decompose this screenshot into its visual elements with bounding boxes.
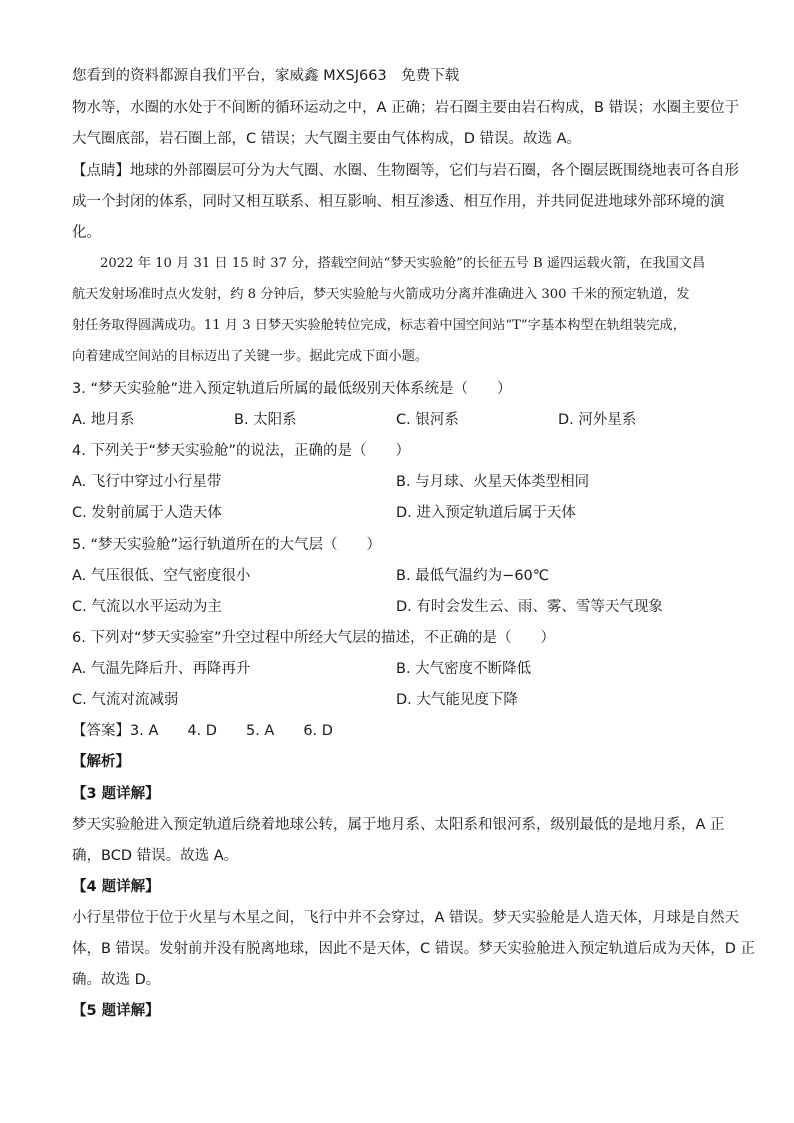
passage-line-1: 2022 年 10 月 31 日 15 时 37 分，搭载空间站“梦天实验舱”的长征五号 B 遥四运载火箭，在我国文昌 bbox=[100, 256, 706, 271]
passage-line-2: 航天发射场准时点火发射，约 8 分钟后，梦天实验舱与火箭成功分离并准确进入 300 千米的预定轨道，发 bbox=[72, 287, 690, 302]
q5-stem: 5. “梦天实验舱”运行轨道所在的大气层（ ） bbox=[72, 537, 381, 553]
q4-detail-line-1: 小行星带位于位于火星与木星之间，飞行中并不会穿过，A 错误。梦天实验舱是人造天体，月球是自然天 bbox=[72, 910, 740, 926]
tip-line-2: 成一个封闭的体系，同时又相互联系、相互影响、相互渗透、相互作用，并共同促进地球外部环境的演 bbox=[72, 194, 725, 210]
q4-detail-line-3: 确。故选 D。 bbox=[72, 972, 161, 988]
q4-option-b: B. 与月球、火星天体类型相同 bbox=[396, 474, 590, 490]
answer-line: 【答案】3. A 4. D 5. A 6. D bbox=[72, 723, 333, 739]
passage-line-4: 向着建成空间站的目标迈出了关键一步。据此完成下面小题。 bbox=[72, 349, 429, 364]
analysis-heading: 【解析】 bbox=[72, 754, 130, 770]
q6-stem: 6. 下列对“梦天实验室”升空过程中所经大气层的描述，不正确的是（ ） bbox=[72, 630, 555, 646]
q4-option-d: D. 进入预定轨道后属于天体 bbox=[396, 505, 576, 521]
tip-line-1: 【点睛】地球的外部圈层可分为大气圈、水圈、生物圈等，它们与岩石圈，各个圈层既围绕地表可各自形 bbox=[72, 163, 739, 179]
q4-option-a: A. 飞行中穿过小行星带 bbox=[72, 474, 222, 490]
q6-option-b: B. 大气密度不断降低 bbox=[396, 661, 532, 677]
q4-detail-line-2: 体，B 错误。发射前并没有脱离地球，因此不是天体，C 错误。梦天实验舱进入预定轨道后成为天体，D 正 bbox=[72, 941, 756, 957]
q3-option-a: A. 地月系 bbox=[72, 412, 135, 428]
q4-option-c: C. 发射前属于人造天体 bbox=[72, 505, 222, 521]
q5-detail-heading: 【5 题详解】 bbox=[72, 1003, 160, 1019]
q4-stem: 4. 下列关于“梦天实验舱”的说法，正确的是（ ） bbox=[72, 443, 410, 459]
q3-option-d: D. 河外星系 bbox=[558, 412, 637, 428]
tip-line-3: 化。 bbox=[72, 225, 101, 241]
q5-option-a: A. 气压很低、空气密度很小 bbox=[72, 568, 251, 584]
q3-detail-line-1: 梦天实验舱进入预定轨道后绕着地球公转，属于地月系、太阳系和银河系，级别最低的是地月系，A 正 bbox=[72, 817, 725, 833]
q6-option-c: C. 气流对流减弱 bbox=[72, 692, 179, 708]
q3-option-c: C. 银河系 bbox=[396, 412, 459, 428]
prev-answer-line-2: 大气圈底部，岩石圈上部，C 错误；大气圈主要由气体构成，D 错误。故选 A。 bbox=[72, 131, 582, 147]
q3-detail-line-2: 确，BCD 错误。故选 A。 bbox=[72, 848, 239, 864]
q6-option-a: A. 气温先降后升、再降再升 bbox=[72, 661, 251, 677]
q5-option-d: D. 有时会发生云、雨、雾、雪等天气现象 bbox=[396, 599, 663, 615]
q3-detail-heading: 【3 题详解】 bbox=[72, 786, 160, 802]
q6-option-d: D. 大气能见度下降 bbox=[396, 692, 518, 708]
q4-detail-heading: 【4 题详解】 bbox=[72, 879, 160, 895]
q5-option-c: C. 气流以水平运动为主 bbox=[72, 599, 222, 615]
prev-answer-line-1: 物水等，水圈的水处于不间断的循环运动之中，A 正确；岩石圈主要由岩石构成，B 错误；水圈主要位于 bbox=[72, 100, 740, 116]
source-header: 您看到的资料都源自我们平台，家威鑫 MXSJ663 免费下载 bbox=[72, 68, 460, 84]
q3-stem: 3. “梦天实验舱”进入预定轨道后所属的最低级别天体系统是（ ） bbox=[72, 381, 512, 397]
q3-option-b: B. 太阳系 bbox=[234, 412, 297, 428]
passage-line-3: 射任务取得圆满成功。11 月 3 日梦天实验舱转位完成，标志着中国空间站“T”字基本构型在轨组装完成， bbox=[72, 318, 686, 333]
q5-option-b: B. 最低气温约为−60℃ bbox=[396, 568, 550, 584]
